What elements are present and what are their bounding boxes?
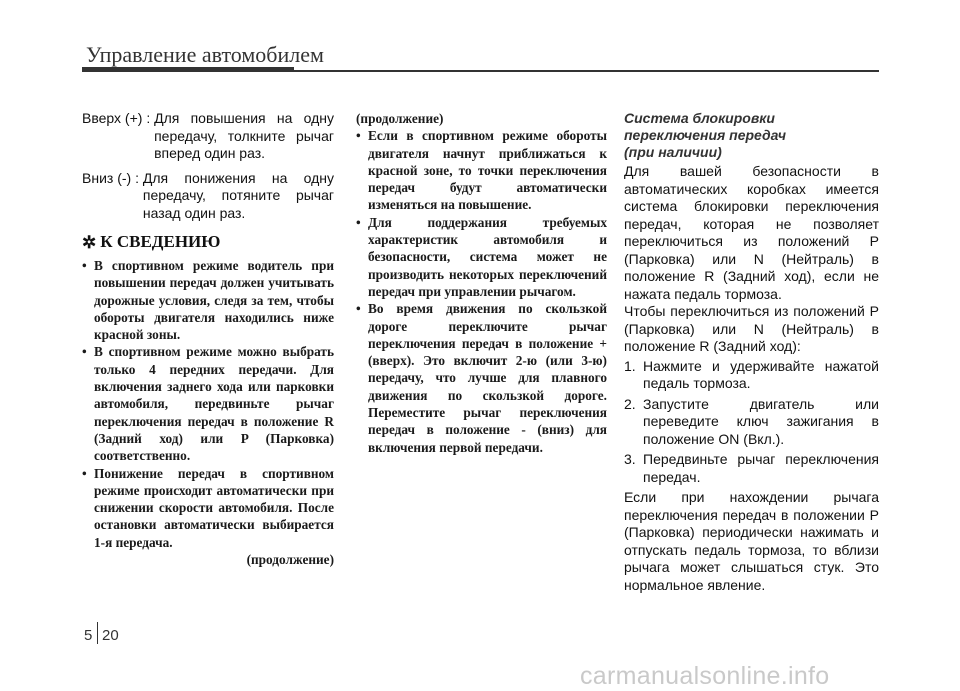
section-subheading [624, 110, 879, 161]
subheading-line: (при наличии) [624, 144, 722, 160]
definition-desc: Для понижения на одну передачу, потяните рычаг назад один раз. [142, 169, 334, 221]
definition-downshift [82, 170, 334, 223]
continued-label: (продолжение) [356, 111, 444, 126]
list-item [624, 358, 879, 393]
snowflake-star-icon: ✲ [82, 232, 97, 252]
page-number-divider [97, 622, 98, 644]
paragraph-intro: Для вашей безопасности в автоматических коробках имеется система блокировки переключения передач, которая не позволяет переключиться из положений P (Парковка) или N (Нейтраль) в положение R (Задний ход), если не нажата педаль тормоза. [624, 163, 879, 302]
bullet-text: В спортивном режиме можно выбрать только 4 передних передачи. Для включения заднего хода или парковки автомобиля, передвиньте рычаг переключения передач в положение R (Задний ход) или P (Парковка) соответственно. [94, 344, 334, 464]
bullet-icon: • [82, 465, 87, 481]
column-middle [356, 110, 607, 456]
info-heading [82, 232, 334, 252]
info-bullet-list-continued [356, 127, 607, 456]
bullet-icon: • [82, 258, 87, 273]
step-text: Запустите двигатель или переведите ключ зажигания в положение ON (Вкл.). [643, 395, 879, 447]
column-left [82, 110, 334, 568]
paragraph-note: Если при нахождении рычага переключения передач в положении P (Парковка) периодически нажимать и отпускать педаль тормоза, то вблизи рычага может слышаться стук. Это нормальное явление. [624, 489, 879, 593]
column-right [624, 110, 879, 594]
bullet-text: Если в спортивном режиме обороты двигателя начнут приближаться к красной зоне, то точки переключения передач будут автоматически изменяться на повышение. [368, 128, 607, 213]
subheading-line: Система блокировки [624, 110, 775, 126]
bullet-icon: • [82, 344, 87, 360]
step-text: Нажмите и удерживайте нажатой педаль тормоза. [643, 357, 879, 391]
header-rule-thick [82, 67, 294, 72]
definition-upshift [82, 110, 334, 163]
definition-term: Вверх (+) : [82, 110, 155, 126]
definition-term: Вниз (-) : [82, 169, 143, 186]
watermark: carmanualsonline.info [580, 662, 830, 690]
step-text: Передвиньте рычаг переключения передач. [643, 451, 879, 485]
subheading-line: переключения передач [624, 127, 787, 143]
definition-desc: Для повышения на одну передачу, толкните рычаг вперед один раз. [154, 110, 334, 161]
bullet-text: Во время движения по скользкой дороге переключите рычаг переключения передач в положение + (вверх). Это включит 2-ю (или 3-ю) передачу, что лучше для плавного движения по скользкой дороге. Переместите рычаг переключения передач в положение - (вниз) для включения первой передачи. [368, 301, 607, 455]
list-item [82, 465, 334, 551]
steps-list [624, 358, 879, 487]
header-rule-thin [294, 70, 879, 72]
list-item [356, 214, 607, 300]
list-item [356, 300, 607, 456]
bullet-text: В спортивном режиме водитель при повышении передач должен учитывать дорожные условия, следя за тем, чтобы обороты двигателя находились ниже красной зоны. [94, 258, 334, 343]
bullet-icon: • [356, 128, 361, 144]
bullet-icon: • [356, 301, 361, 317]
bullet-text: Понижение передач в спортивном режиме происходит автоматически при снижении скорости автомобиля. После остановки автоматически выбирается 1-я передача. [94, 465, 334, 550]
page-number: 20 [102, 627, 119, 644]
section-number: 5 [84, 627, 93, 644]
step-number: 3. [624, 451, 636, 467]
paragraph-procedure: Чтобы переключиться из положений P (Парковка) или N (Нейтраль) в положение R (Задний ход): [624, 303, 879, 354]
list-item [624, 396, 879, 449]
bullet-icon: • [356, 214, 361, 230]
step-number: 2. [624, 395, 636, 412]
step-number: 1. [624, 357, 636, 374]
continued-label: (продолжение) [246, 552, 334, 568]
bullet-text: Для поддержания требуемых характеристик автомобиля и безопасности, система может не производить некоторых переключений передач при управлении рычагом. [368, 214, 607, 299]
info-bullet-list [82, 257, 334, 551]
list-item [82, 343, 334, 464]
page-header-title: Управление автомобилем [86, 42, 324, 67]
list-item [356, 127, 607, 213]
info-heading-text: К СВЕДЕНИЮ [100, 232, 221, 251]
list-item [82, 257, 334, 343]
list-item [624, 451, 879, 486]
